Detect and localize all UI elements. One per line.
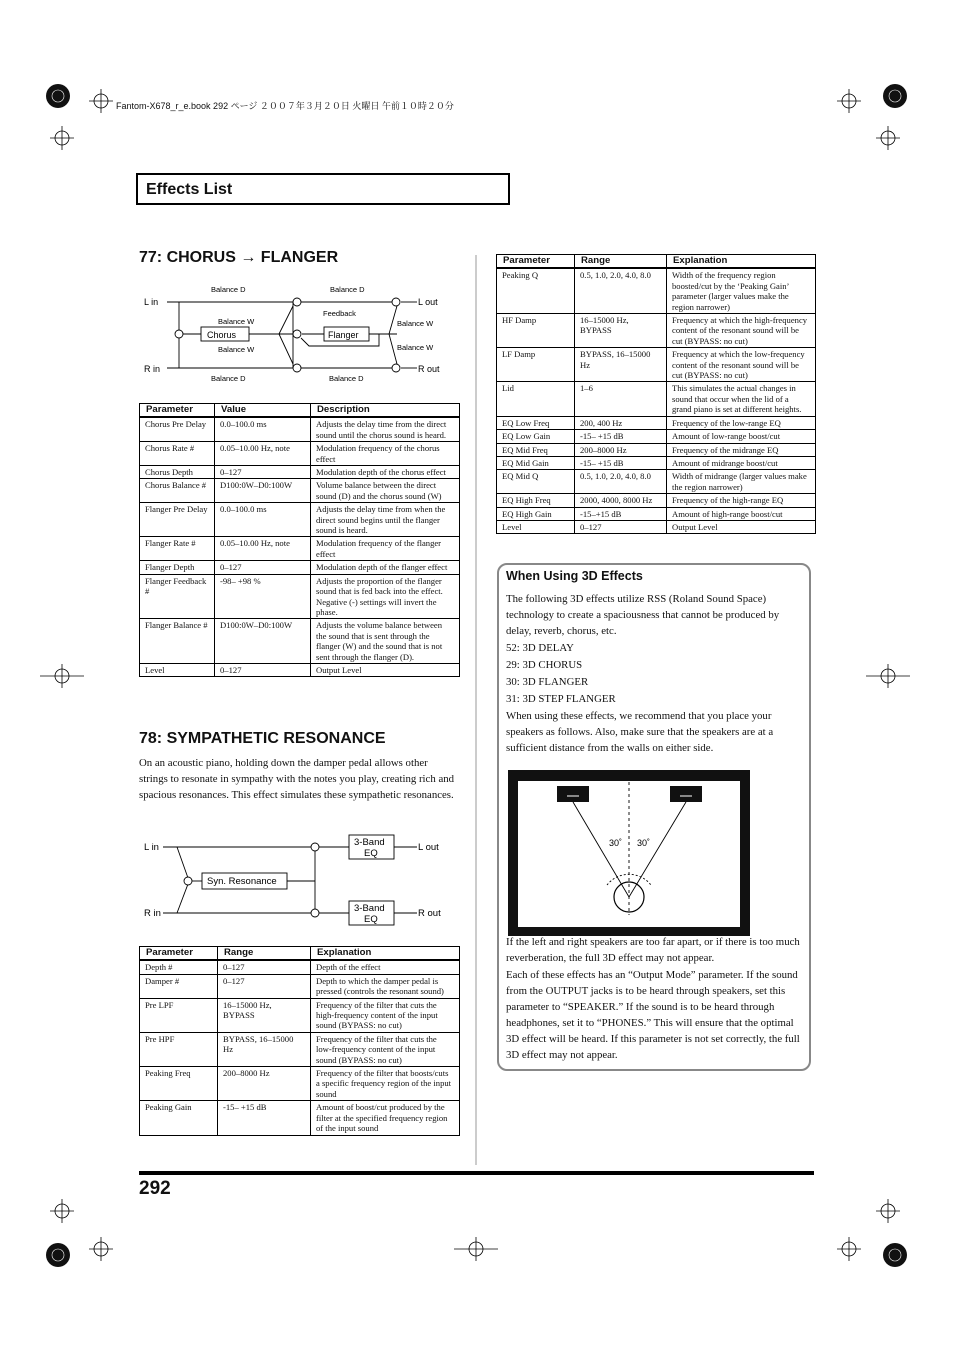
table-row <box>140 574 460 619</box>
table-cell: 0.0–100.0 ms <box>215 417 311 441</box>
column-header: Range <box>575 255 667 269</box>
table-cell: EQ Mid Freq <box>497 443 575 456</box>
effects-3d-text <box>506 591 804 756</box>
diagram-label: R in <box>144 908 161 919</box>
diagram-label: EQ <box>364 848 378 859</box>
table-cell: Peaking Q <box>497 268 575 313</box>
table-row <box>140 1032 460 1066</box>
sympathetic-title: 78: SYMPATHETIC RESONANCE <box>139 730 386 747</box>
table-row <box>140 503 460 537</box>
table-cell: Flanger Balance # <box>140 619 215 664</box>
diagram-label: Feedback <box>323 309 356 318</box>
sympathetic-intro: On an acoustic piano, holding down the damper pedal allows other strings to resonate in sympathy with the notes you play, creating rich and spacious resonances. This effect simulates these sympathetic resonances. <box>139 757 455 801</box>
table-cell: Chorus Pre Delay <box>140 417 215 441</box>
table-cell: 0.5, 1.0, 2.0, 4.0, 8.0 <box>575 268 667 313</box>
table-row <box>497 520 816 533</box>
corner-target-icon <box>883 1243 907 1267</box>
table-row <box>497 416 816 429</box>
table-cell: Frequency of the filter that boosts/cuts a specific frequency region of the input sound <box>311 1067 460 1101</box>
table-cell: -15– +15 dB <box>575 430 667 443</box>
diagram-label: L out <box>418 297 438 307</box>
diagram-label: R in <box>144 364 161 374</box>
registration-mark-icon <box>837 1237 861 1261</box>
table-row <box>497 268 816 313</box>
diagram-label: Flanger <box>328 330 359 340</box>
table-cell: Depth # <box>140 960 218 974</box>
table-cell: Flanger Feedback # <box>140 574 215 619</box>
table-cell: Amount of high-range boost/cut <box>667 507 816 520</box>
corner-target-icon <box>883 84 907 108</box>
table-cell: Adjusts the volume balance between the sound that is sent through the flanger (W) and the sound that is not sent through the flanger (D). <box>311 619 460 664</box>
table-cell: Width of midrange (larger values make the region narrower) <box>667 470 816 494</box>
table-row <box>140 619 460 664</box>
table-cell: 200–8000 Hz <box>575 443 667 456</box>
table-cell: Chorus Rate # <box>140 442 215 466</box>
diagram-label: Chorus <box>207 330 237 340</box>
table-cell: D100:0W–D0:100W <box>215 619 311 664</box>
table-row <box>140 561 460 574</box>
table-cell: Modulation frequency of the chorus effect <box>311 442 460 466</box>
table-cell: D100:0W–D0:100W <box>215 479 311 503</box>
table-row <box>497 494 816 507</box>
table-cell: 16–15000 Hz, BYPASS <box>575 314 667 348</box>
footer-rule <box>139 1171 814 1175</box>
table-cell: Chorus Depth <box>140 466 215 479</box>
table-cell: Modulation frequency of the flanger effect <box>311 537 460 561</box>
table-cell: BYPASS, 16–15000 Hz <box>575 348 667 382</box>
table-cell: Flanger Pre Delay <box>140 503 215 537</box>
diagram-label: 3-Band <box>354 837 385 848</box>
diagram-label: Balance D <box>330 285 365 294</box>
column-header: Explanation <box>667 255 816 269</box>
table-row <box>497 507 816 520</box>
table-cell: 0–127 <box>215 663 311 676</box>
table-cell: Pre LPF <box>140 998 218 1032</box>
table-cell: Lid <box>497 382 575 416</box>
table-cell: Width of the frequency region boosted/cut by the ‘Peaking Gain’ parameter (larger values make the region narrower) <box>667 268 816 313</box>
table-cell: Amount of midrange boost/cut <box>667 456 816 469</box>
diagram-label: EQ <box>364 914 378 925</box>
angle-label: 30˚ <box>637 838 651 848</box>
diagram-label: Balance D <box>329 374 364 383</box>
sympathetic-table-continued <box>496 254 816 534</box>
table-cell: Frequency of the filter that cuts the low-frequency content of the input sound (BYPASS: no cut) <box>311 1032 460 1066</box>
table-cell: EQ High Gain <box>497 507 575 520</box>
table-cell: Damper # <box>140 974 218 998</box>
table-row <box>140 537 460 561</box>
list-item: 29: 3D CHORUS <box>506 659 583 671</box>
table-cell: Amount of low-range boost/cut <box>667 430 816 443</box>
chorus-flanger-diagram <box>139 280 469 390</box>
table-cell: Frequency of the high-range EQ <box>667 494 816 507</box>
table-cell: Frequency of the filter that cuts the high-frequency content of the input sound (BYPASS: no cut) <box>311 998 460 1032</box>
table-cell: Level <box>140 663 215 676</box>
table-cell: Chorus Balance # <box>140 479 215 503</box>
table-cell: 2000, 4000, 8000 Hz <box>575 494 667 507</box>
table-cell: 0.5, 1.0, 2.0, 4.0, 8.0 <box>575 470 667 494</box>
table-cell: 0–127 <box>215 561 311 574</box>
table-cell: Volume balance between the direct sound (D) and the chorus sound (W) <box>311 479 460 503</box>
corner-target-icon <box>46 1243 70 1267</box>
table-cell: Pre HPF <box>140 1032 218 1066</box>
chorus-flanger-title: 77: CHORUS → FLANGER <box>139 249 339 266</box>
table-row <box>497 382 816 416</box>
paragraph: The following 3D effects utilize RSS (Roland Sound Space) technology to create a spaciousness that cannot be produced by delay, reverb, chorus, etc. <box>506 593 780 637</box>
table-row <box>497 443 816 456</box>
speaker-icon <box>557 786 589 802</box>
paragraph: When using these effects, we recommend that you place your speakers as follows. Also, make sure that the speakers are at a sufficient distance from the walls on either side. <box>506 710 774 754</box>
registration-mark-icon <box>876 1199 900 1223</box>
table-cell: 200–8000 Hz <box>218 1067 311 1101</box>
registration-mark-icon <box>40 664 84 688</box>
sympathetic-table <box>139 946 460 1136</box>
sympathetic-diagram <box>139 830 469 930</box>
diagram-label: Syn. Resonance <box>207 876 277 887</box>
table-cell: -98– +98 % <box>215 574 311 619</box>
table-row <box>497 314 816 348</box>
table-cell: Depth to which the damper pedal is pressed (controls the resonant sound) <box>311 974 460 998</box>
registration-mark-icon <box>50 1199 74 1223</box>
table-row <box>140 417 460 441</box>
table-row <box>140 663 460 676</box>
table-cell: Peaking Gain <box>140 1101 218 1135</box>
paragraph: Each of these effects has an “Output Mode” parameter. If the sound from the OUTPUT jacks is to be heard through speakers, set this parameter to “SPEAKER.” If the sound is to be heard through headphones, set it to “PHONES.” This will ensure that the optimal 3D effect will be heard. If this parameter is not set correctly, the full 3D effect may not appear. <box>506 969 800 1061</box>
column-header: Explanation <box>311 947 460 961</box>
table-row <box>140 479 460 503</box>
table-row <box>497 470 816 494</box>
column-header: Value <box>215 404 311 418</box>
list-item: 52: 3D DELAY <box>506 642 574 654</box>
table-cell: 0.05–10.00 Hz, note <box>215 537 311 561</box>
table-cell: Frequency of the midrange EQ <box>667 443 816 456</box>
table-cell: -15– +15 dB <box>218 1101 311 1135</box>
table-cell: 0.0–100.0 ms <box>215 503 311 537</box>
table-cell: Frequency of the low-range EQ <box>667 416 816 429</box>
table-cell: 0–127 <box>218 960 311 974</box>
diagram-label: Balance D <box>211 374 246 383</box>
table-row <box>497 348 816 382</box>
table-cell: Adjusts the proportion of the flanger sound that is fed back into the effect. Negative (-) settings will invert the phase. <box>311 574 460 619</box>
table-cell: EQ Mid Gain <box>497 456 575 469</box>
diagram-label: Balance W <box>218 345 255 354</box>
table-cell: Output Level <box>667 520 816 533</box>
table-cell: 0–127 <box>575 520 667 533</box>
table-cell: Frequency at which the low-frequency content of the resonant sound will be cut (BYPASS: no cut) <box>667 348 816 382</box>
table-cell: Frequency at which the high-frequency content of the resonant sound will be cut (BYPASS: no cut) <box>667 314 816 348</box>
table-cell: Adjusts the delay time from the direct sound until the chorus sound is heard. <box>311 417 460 441</box>
effects-3d-notes <box>506 934 804 1063</box>
corner-target-icon <box>46 84 70 108</box>
chorus-flanger-table <box>139 403 460 677</box>
table-cell: -15–+15 dB <box>575 507 667 520</box>
column-header: Range <box>218 947 311 961</box>
diagram-label: L in <box>144 842 159 853</box>
table-cell: Depth of the effect <box>311 960 460 974</box>
table-row <box>140 998 460 1032</box>
table-cell: 0–127 <box>215 466 311 479</box>
table-row <box>497 456 816 469</box>
table-cell: Level <box>497 520 575 533</box>
diagram-label: 3-Band <box>354 903 385 914</box>
table-row <box>140 1101 460 1135</box>
table-cell: LF Damp <box>497 348 575 382</box>
table-cell: 0.05–10.00 Hz, note <box>215 442 311 466</box>
diagram-label: L out <box>418 842 439 853</box>
diagram-label: R out <box>418 364 440 374</box>
table-cell: Flanger Rate # <box>140 537 215 561</box>
section-label: Effects List <box>136 173 510 205</box>
registration-mark-icon <box>876 126 900 150</box>
table-cell: BYPASS, 16–15000 Hz <box>218 1032 311 1066</box>
column-header: Parameter <box>497 255 575 269</box>
table-cell: Peaking Freq <box>140 1067 218 1101</box>
diagram-label: Balance W <box>397 319 434 328</box>
column-header: Parameter <box>140 404 215 418</box>
table-cell: EQ High Freq <box>497 494 575 507</box>
registration-mark-icon <box>837 89 861 113</box>
table-cell: Amount of boost/cut produced by the filter at the specified frequency region of the input sound <box>311 1101 460 1135</box>
table-row <box>140 466 460 479</box>
table-row <box>497 430 816 443</box>
registration-mark-icon <box>89 89 113 113</box>
print-header: Fantom-X678_r_e.book 292 ページ ２００７年３月２０日 火曜日 午前１０時２０分 <box>116 101 454 111</box>
table-cell: 16–15000 Hz, BYPASS <box>218 998 311 1032</box>
speaker-icon <box>670 786 702 802</box>
table-row <box>140 442 460 466</box>
table-cell: Adjusts the delay time from when the direct sound begins until the flanger sound is heard. <box>311 503 460 537</box>
registration-mark-icon <box>454 1237 498 1261</box>
table-cell: EQ Low Gain <box>497 430 575 443</box>
page-number: 292 <box>139 1178 171 1199</box>
list-item: 31: 3D STEP FLANGER <box>506 693 616 705</box>
table-row <box>140 974 460 998</box>
paragraph: If the left and right speakers are too far apart, or if there is too much reverberation, the full 3D effect may not appear. <box>506 936 800 964</box>
diagram-label: Balance D <box>211 285 246 294</box>
diagram-label: Balance W <box>397 343 434 352</box>
effects-3d-title: When Using 3D Effects <box>506 569 643 583</box>
diagram-label: R out <box>418 908 441 919</box>
table-cell: EQ Low Freq <box>497 416 575 429</box>
table-cell: -15– +15 dB <box>575 456 667 469</box>
table-cell: 0–127 <box>218 974 311 998</box>
column-header: Description <box>311 404 460 418</box>
diagram-label: Balance W <box>218 317 255 326</box>
table-cell: Modulation depth of the chorus effect <box>311 466 460 479</box>
table-cell: HF Damp <box>497 314 575 348</box>
table-row <box>140 960 460 974</box>
table-cell: Modulation depth of the flanger effect <box>311 561 460 574</box>
table-cell: This simulates the actual changes in sound that occur when the lid of a grand piano is set at different heights. <box>667 382 816 416</box>
table-cell: 200, 400 Hz <box>575 416 667 429</box>
table-cell: 1–6 <box>575 382 667 416</box>
registration-mark-icon <box>89 1237 113 1261</box>
column-header: Parameter <box>140 947 218 961</box>
table-cell: Flanger Depth <box>140 561 215 574</box>
table-row <box>140 1067 460 1101</box>
angle-label: 30˚ <box>609 838 623 848</box>
registration-mark-icon <box>50 126 74 150</box>
registration-mark-icon <box>866 664 910 688</box>
speaker-placement-diagram <box>508 770 750 936</box>
table-cell: Output Level <box>311 663 460 676</box>
list-item: 30: 3D FLANGER <box>506 676 589 688</box>
diagram-label: L in <box>144 297 159 307</box>
table-cell: EQ Mid Q <box>497 470 575 494</box>
